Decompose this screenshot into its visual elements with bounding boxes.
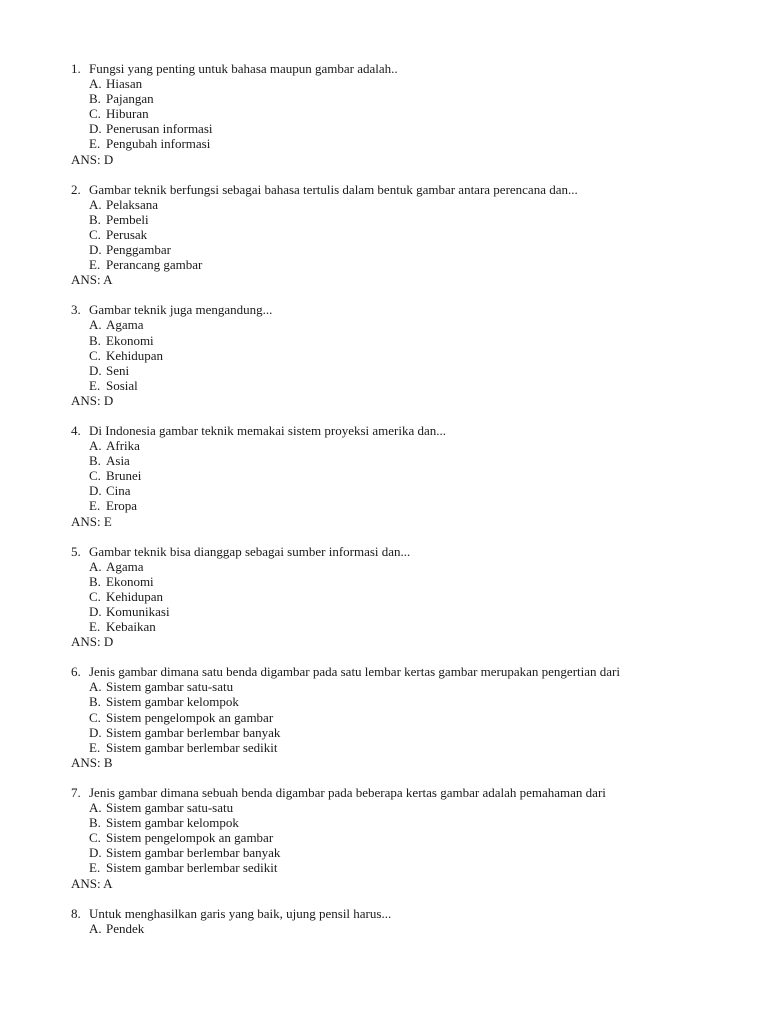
- option-letter: C.: [89, 226, 101, 242]
- question-line: [71, 785, 711, 800]
- answer-options: [71, 800, 711, 875]
- answer-option: [89, 679, 711, 694]
- answer-option: [89, 559, 711, 574]
- option-letter: E.: [89, 739, 101, 755]
- answer-option: [89, 483, 711, 498]
- option-letter: D.: [89, 242, 102, 258]
- answer-option: [89, 604, 711, 619]
- question-item: [71, 302, 711, 408]
- option-text: Pelaksana: [106, 196, 158, 212]
- option-letter: C.: [89, 588, 101, 604]
- option-text: Ekonomi: [106, 573, 154, 589]
- option-text: Sistem gambar berlembar banyak: [106, 845, 281, 861]
- option-text: Agama: [106, 558, 144, 574]
- option-letter: D.: [89, 483, 102, 499]
- answer-option: [89, 257, 711, 272]
- answer-option: [89, 860, 711, 875]
- answer-options: [71, 559, 711, 634]
- question-item: [71, 544, 711, 650]
- answer-option: [89, 438, 711, 453]
- option-text: Kehidupan: [106, 347, 164, 363]
- answer-key: ANS: A: [71, 272, 113, 288]
- option-letter: E.: [89, 257, 101, 273]
- question-list: [71, 61, 711, 951]
- option-text: Penggambar: [106, 242, 171, 258]
- question-item: [71, 61, 711, 167]
- option-letter: B.: [89, 815, 101, 831]
- answer-option: [89, 76, 711, 91]
- question-number: 1.: [71, 61, 81, 76]
- option-letter: E.: [89, 136, 101, 152]
- answer-option: [89, 136, 711, 151]
- option-text: Sistem gambar kelompok: [106, 694, 239, 710]
- option-text: Perancang gambar: [106, 257, 203, 273]
- option-text: Cina: [106, 483, 131, 499]
- option-letter: C.: [89, 347, 101, 363]
- option-text: Sosial: [106, 377, 138, 393]
- question-text: Gambar teknik juga mengandung...: [89, 302, 273, 318]
- answer-option: [89, 121, 711, 136]
- option-letter: E.: [89, 860, 101, 876]
- option-text: Sistem gambar berlembar sedikit: [106, 739, 278, 755]
- question-number: 4.: [71, 422, 81, 438]
- answer-options: [71, 197, 711, 272]
- option-letter: D.: [89, 362, 102, 378]
- question-line: [71, 544, 711, 559]
- option-text: Penerusan informasi: [106, 121, 213, 137]
- option-text: Pajangan: [106, 91, 154, 107]
- question-text: Untuk menghasilkan garis yang baik, ujung pensil harus...: [89, 905, 392, 921]
- answer-option: [89, 453, 711, 468]
- option-text: Hiasan: [106, 76, 143, 92]
- answer-option: [89, 468, 711, 483]
- answer-options: [71, 921, 711, 936]
- answer-option: [89, 363, 711, 378]
- answer-option: [89, 227, 711, 242]
- option-text: Sistem gambar satu-satu: [106, 679, 234, 695]
- option-text: Pembeli: [106, 211, 149, 227]
- option-letter: C.: [89, 709, 101, 725]
- option-letter: E.: [89, 498, 101, 514]
- question-item: [71, 906, 711, 936]
- option-text: Agama: [106, 317, 144, 333]
- answer-option: [89, 740, 711, 755]
- question-number: 5.: [71, 543, 81, 559]
- answer-option: [89, 317, 711, 332]
- answer-option: [89, 815, 711, 830]
- question-text: Jenis gambar dimana satu benda digambar pada satu lembar kertas gambar merupakan pengertian dari: [89, 664, 620, 680]
- option-letter: D.: [89, 724, 102, 740]
- option-letter: E.: [89, 619, 101, 635]
- answer-key: ANS: B: [71, 754, 113, 770]
- question-number: 7.: [71, 784, 81, 800]
- question-text: Fungsi yang penting untuk bahasa maupun gambar adalah..: [89, 61, 398, 76]
- answer-options: [71, 317, 711, 392]
- option-letter: E.: [89, 377, 101, 393]
- option-text: Afrika: [106, 438, 140, 454]
- answer-option: [89, 725, 711, 740]
- option-letter: A.: [89, 196, 102, 212]
- option-text: Sistem gambar satu-satu: [106, 800, 234, 816]
- answer-option: [89, 574, 711, 589]
- answer-options: [71, 76, 711, 151]
- answer-option: [89, 242, 711, 257]
- answer-option: [89, 106, 711, 121]
- option-text: Seni: [106, 362, 130, 378]
- question-number: 6.: [71, 664, 81, 680]
- question-line: [71, 302, 711, 317]
- option-letter: C.: [89, 830, 101, 846]
- answer-key: ANS: D: [71, 634, 114, 650]
- option-letter: A.: [89, 800, 102, 816]
- answer-key: ANS: E: [71, 513, 112, 529]
- answer-option: [89, 197, 711, 212]
- question-number: 2.: [71, 181, 81, 197]
- answer-options: [71, 679, 711, 754]
- option-letter: A.: [89, 76, 102, 92]
- answer-option: [89, 498, 711, 513]
- option-text: Sistem gambar berlembar banyak: [106, 724, 281, 740]
- option-text: Asia: [106, 453, 130, 469]
- answer-option: [89, 845, 711, 860]
- option-letter: B.: [89, 211, 101, 227]
- option-text: Ekonomi: [106, 332, 154, 348]
- option-text: Sistem pengelompok an gambar: [106, 830, 274, 846]
- option-letter: D.: [89, 121, 102, 137]
- question-line: [71, 423, 711, 438]
- question-text: Gambar teknik berfungsi sebagai bahasa tertulis dalam bentuk gambar antara perencana dan...: [89, 181, 578, 197]
- option-letter: B.: [89, 332, 101, 348]
- option-text: Pendek: [106, 920, 145, 936]
- option-text: Kebaikan: [106, 619, 156, 635]
- question-item: [71, 785, 711, 891]
- question-item: [71, 182, 711, 288]
- answer-option: [89, 212, 711, 227]
- option-text: Pengubah informasi: [106, 136, 211, 152]
- answer-option: [89, 619, 711, 634]
- question-number: 3.: [71, 302, 81, 318]
- option-letter: B.: [89, 573, 101, 589]
- answer-key: ANS: A: [71, 875, 113, 891]
- question-line: [71, 906, 711, 921]
- question-text: Di Indonesia gambar teknik memakai sistem proyeksi amerika dan...: [89, 422, 447, 438]
- question-item: [71, 423, 711, 529]
- option-text: Perusak: [106, 226, 148, 242]
- option-letter: B.: [89, 694, 101, 710]
- option-text: Brunei: [106, 468, 142, 484]
- option-letter: C.: [89, 468, 101, 484]
- answer-option: [89, 694, 711, 709]
- question-line: [71, 182, 711, 197]
- question-text: Gambar teknik bisa dianggap sebagai sumber informasi dan...: [89, 543, 411, 559]
- option-letter: A.: [89, 679, 102, 695]
- answer-option: [89, 333, 711, 348]
- question-item: [71, 664, 711, 770]
- question-line: [71, 61, 711, 76]
- answer-option: [89, 589, 711, 604]
- option-letter: A.: [89, 558, 102, 574]
- answer-option: [89, 710, 711, 725]
- option-text: Hiburan: [106, 106, 149, 122]
- option-text: Komunikasi: [106, 604, 170, 619]
- option-text: Sistem pengelompok an gambar: [106, 709, 274, 725]
- option-letter: D.: [89, 845, 102, 861]
- question-line: [71, 664, 711, 679]
- option-text: Sistem gambar kelompok: [106, 815, 239, 831]
- answer-option: [89, 91, 711, 106]
- answer-option: [89, 378, 711, 393]
- option-letter: C.: [89, 106, 101, 122]
- answer-option: [89, 800, 711, 815]
- option-letter: B.: [89, 453, 101, 469]
- option-text: Eropa: [106, 498, 138, 514]
- answer-options: [71, 438, 711, 513]
- option-text: Sistem gambar berlembar sedikit: [106, 860, 278, 876]
- option-letter: D.: [89, 604, 102, 619]
- option-text: Kehidupan: [106, 588, 164, 604]
- option-letter: A.: [89, 317, 102, 333]
- answer-option: [89, 921, 711, 936]
- answer-option: [89, 830, 711, 845]
- option-letter: A.: [89, 920, 102, 936]
- option-letter: A.: [89, 438, 102, 454]
- question-number: 8.: [71, 905, 81, 921]
- answer-key: ANS: D: [71, 151, 114, 167]
- answer-key: ANS: D: [71, 392, 114, 408]
- answer-option: [89, 348, 711, 363]
- question-text: Jenis gambar dimana sebuah benda digambar pada beberapa kertas gambar adalah pemahaman dari: [89, 784, 606, 800]
- option-letter: B.: [89, 91, 101, 107]
